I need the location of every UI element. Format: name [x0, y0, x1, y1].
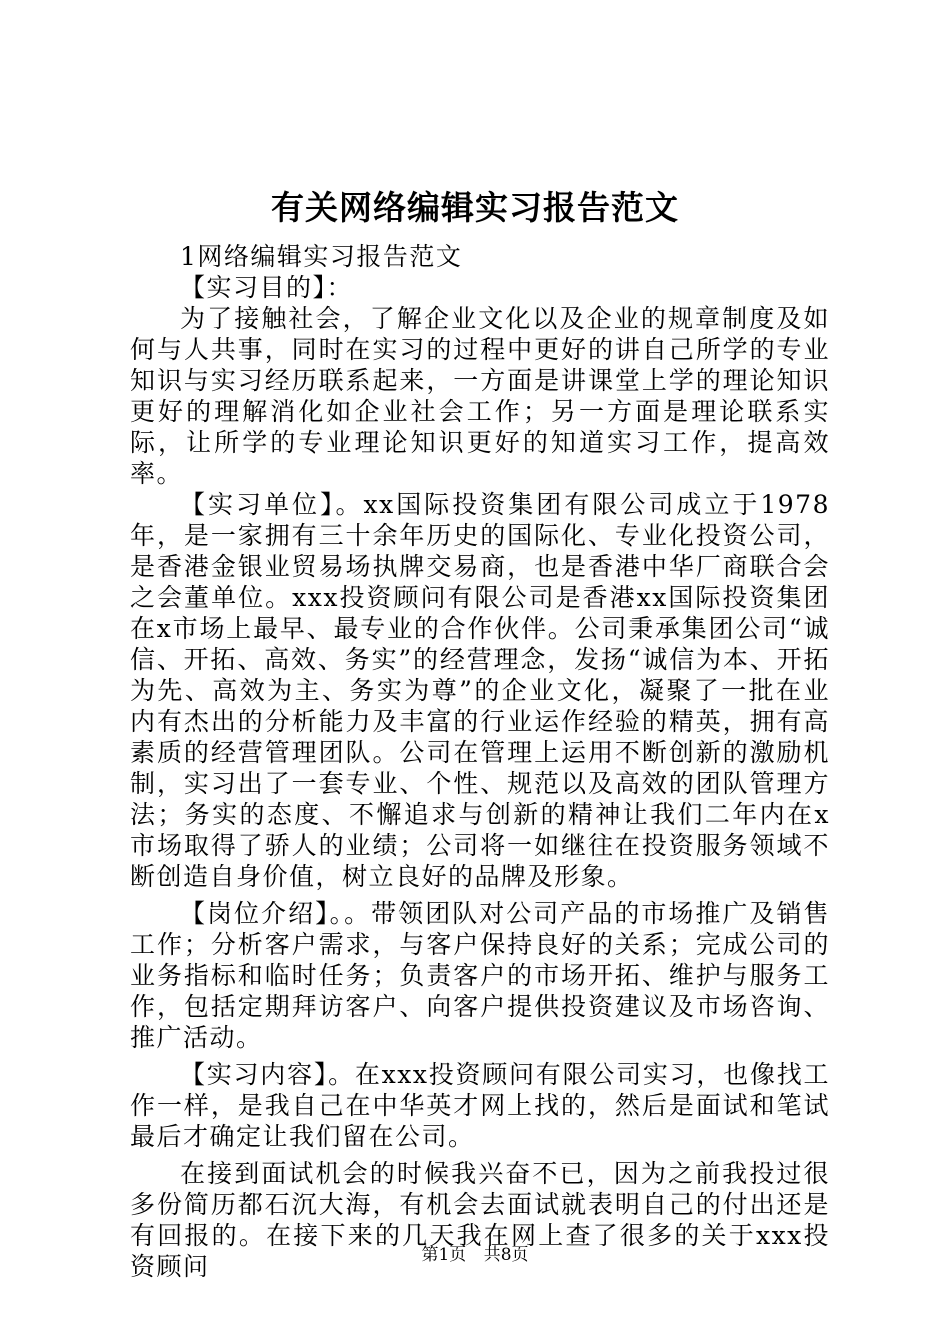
page-number: 第1页	[421, 1245, 467, 1265]
paragraph-interview: 在接到面试机会的时候我兴奋不已，因为之前我投过很多份简历都石沉大海，有机会去面试就表明自己的付出还是有回报的。在接下来的几天我在网上查了很多的关于xxx投资顾问	[130, 1159, 830, 1281]
page-footer	[0, 1244, 950, 1266]
paragraph-subtitle: 1网络编辑实习报告范文	[180, 242, 463, 271]
page-total: 共8页	[483, 1245, 529, 1265]
document-body	[130, 211, 830, 1282]
paragraph-company: 【实习单位】。xx国际投资集团有限公司成立于1978年，是一家拥有三十余年历史的国际化、专业化投资公司，是香港金银业贸易场执牌交易商，也是香港中华厂商联合会之会董单位。xxx投资顾问有限公司是香港xx国际投资集团在x市场上最早、最专业的合作伙伴。公司秉承集团公司“诚信、开拓、高效、务实”的经营理念，发扬“诚信为本、开拓为先、高效为主、务实为尊”的企业文化，凝聚了一批在业内有杰出的分析能力及丰富的行业运作经验的精英，拥有高素质的经营管理团队。公司在管理上运用不断创新的激励机制，实习出了一套专业、个性、规范以及高效的团队管理方法；务实的态度、不懈追求与创新的精神让我们二年内在x市场取得了骄人的业绩；公司将一如继往在投资服务领域不断创造自身价值，树立良好的品牌及形象。	[130, 490, 830, 891]
document-title: 有关网络编辑实习报告范文	[271, 188, 679, 227]
paragraph-position: 【岗位介绍】。。带领团队对公司产品的市场推广及销售工作；分析客户需求，与客户保持良好的关系；完成公司的业务指标和临时任务；负责客户的市场开拓、维护与服务工作，包括定期拜访客户、向客户提供投资建议及市场咨询、推广活动。	[130, 899, 830, 1052]
paragraph-purpose-heading: 【实习目的】：	[180, 273, 354, 302]
paragraph-content: 【实习内容】。在xxx投资顾问有限公司实习，也像找工作一样，是我自己在中华英才网上找的，然后是面试和笔试最后才确定让我们留在公司。	[130, 1060, 830, 1151]
paragraph-purpose: 为了接触社会，了解企业文化以及企业的规章制度及如何与人共事，同时在实习的过程中更好的讲自己所学的专业知识与实习经历联系起来，一方面是讲课堂上学的理论知识更好的理解消化如企业社会工作；另一方面是理论联系实际，让所学的专业理论知识更好的知道实习工作，提高效率。	[130, 304, 830, 488]
